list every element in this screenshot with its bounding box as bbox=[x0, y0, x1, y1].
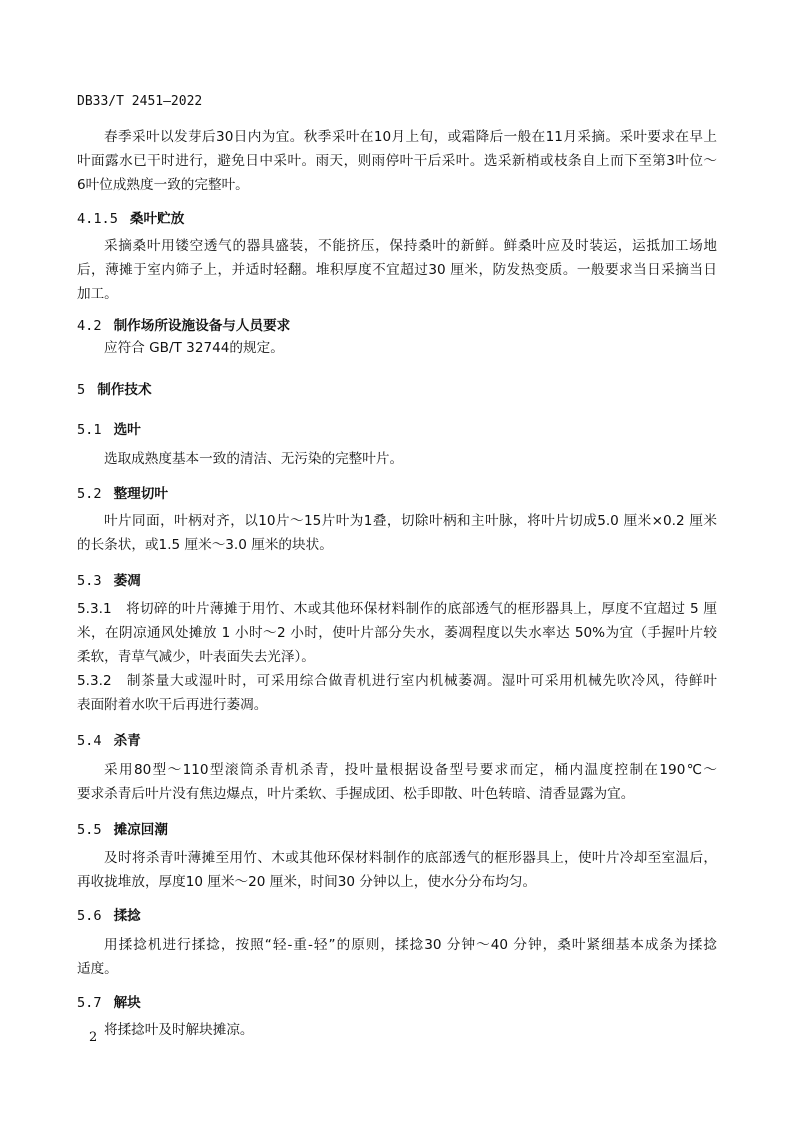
paragraph-rolling bbox=[77, 933, 717, 981]
section-number: 5.4 bbox=[77, 733, 102, 749]
text-line: 后，薄摊于室内筛子上，并适时轻翻。堆积厚度不宜超过30 厘米，防发热变质。一般要求当日采摘当日 bbox=[77, 262, 717, 278]
heading-5-3 bbox=[77, 569, 141, 589]
document-header: DB33/T 2451—2022 bbox=[77, 94, 203, 109]
heading-5-4 bbox=[77, 729, 141, 749]
section-title: 摊凉回潮 bbox=[113, 822, 168, 838]
heading-5-2 bbox=[77, 482, 168, 502]
section-number: 5 bbox=[77, 382, 86, 398]
text-line: 应符合 GB/T 32744的规定。 bbox=[104, 340, 284, 356]
section-title: 萎凋 bbox=[113, 573, 141, 589]
section-number: 4.1.5 bbox=[77, 211, 118, 227]
section-title: 选叶 bbox=[113, 422, 141, 438]
paragraph-wither bbox=[77, 597, 717, 717]
text-line: 要求杀青后叶片没有焦边爆点，叶片柔软、手握成团、松手即散、叶色转暗、清香显露为宜。 bbox=[77, 786, 635, 802]
heading-5-5 bbox=[77, 818, 168, 838]
heading-4-2 bbox=[77, 314, 290, 334]
text-line: 米，在阴凉通风处摊放 1 小时～2 小时，使叶片部分失水，萎凋程度以失水率达 50%为宜（手握叶片较 bbox=[77, 625, 717, 641]
text-line: 叶片同面，叶柄对齐，以10片～15片叶为1叠，切除叶柄和主叶脉，将叶片切成5.0 厘米×0.2 厘米 bbox=[104, 513, 717, 529]
heading-4-1-5 bbox=[77, 207, 184, 227]
heading-5 bbox=[77, 378, 152, 398]
paragraph-harvest bbox=[77, 125, 717, 197]
section-number: 4.2 bbox=[77, 318, 102, 334]
paragraph-cooling bbox=[77, 846, 717, 894]
text-line: 采用80型～110型滚筒杀青机杀青，投叶量根据设备型号要求而定，桶内温度控制在190℃～ bbox=[104, 762, 717, 778]
heading-5-6 bbox=[77, 904, 141, 924]
paragraph-fixing bbox=[77, 758, 717, 806]
section-title: 制作场所设施设备与人员要求 bbox=[113, 318, 291, 334]
text-line: 选取成熟度基本一致的清洁、无污染的完整叶片。 bbox=[104, 451, 404, 467]
section-number: 5.2 bbox=[77, 486, 102, 502]
text-line: 将揉捻叶及时解块摊凉。 bbox=[104, 1022, 254, 1038]
section-title: 整理切叶 bbox=[113, 486, 168, 502]
section-number: 5.6 bbox=[77, 908, 102, 924]
text-line: 采摘桑叶用镂空透气的器具盛装，不能挤压，保持桑叶的新鲜。鲜桑叶应及时装运，运抵加工场地 bbox=[104, 238, 717, 254]
section-number: 5.3 bbox=[77, 573, 102, 589]
text-line: 6叶位成熟度一致的完整叶。 bbox=[77, 177, 249, 193]
text-line: 5.3.1 将切碎的叶片薄摊于用竹、木或其他环保材料制作的底部透气的框形器具上，厚度不宜超过 5 厘 bbox=[77, 601, 717, 617]
text-line: 叶面露水已干时进行，避免日中采叶。雨天，则雨停叶干后采叶。选采新梢或枝条自上而下至第3叶位～ bbox=[77, 153, 717, 169]
text-line: 再收拢堆放，厚度10 厘米～20 厘米，时间30 分钟以上，使水分分布均匀。 bbox=[77, 874, 537, 890]
section-title: 制作技术 bbox=[97, 382, 152, 398]
paragraph-cut bbox=[77, 509, 717, 557]
page-number: 2 bbox=[89, 1030, 98, 1045]
text-line: 5.3.2 制茶量大或湿叶时，可采用综合做青机进行室内机械萎凋。湿叶可采用机械先吹冷风，待鲜叶 bbox=[77, 673, 717, 689]
paragraph-deblock bbox=[77, 1018, 717, 1042]
paragraph-storage bbox=[77, 234, 717, 306]
heading-5-1 bbox=[77, 418, 141, 438]
section-title: 揉捻 bbox=[113, 908, 141, 924]
section-title: 杀青 bbox=[113, 733, 141, 749]
text-line: 适度。 bbox=[77, 961, 118, 977]
paragraph-facilities bbox=[77, 336, 717, 360]
section-number: 5.1 bbox=[77, 422, 102, 438]
text-line: 加工。 bbox=[77, 286, 118, 302]
section-number: 5.7 bbox=[77, 995, 102, 1011]
text-line: 的长条状，或1.5 厘米～3.0 厘米的块状。 bbox=[77, 537, 333, 553]
heading-5-7 bbox=[77, 991, 141, 1011]
text-line: 用揉捻机进行揉捻，按照“轻-重-轻”的原则，揉捻30 分钟～40 分钟，桑叶紧细基本成条为揉捻 bbox=[104, 937, 717, 953]
section-title: 解块 bbox=[113, 995, 141, 1011]
section-title: 桑叶贮放 bbox=[129, 211, 185, 227]
text-line: 及时将杀青叶薄摊至用竹、木或其他环保材料制作的底部透气的框形器具上，使叶片冷却至室温后， bbox=[104, 850, 717, 866]
paragraph-select bbox=[77, 447, 717, 471]
text-line: 柔软，青草气减少，叶表面失去光泽）。 bbox=[77, 649, 315, 665]
text-line: 春季采叶以发芽后30日内为宜。秋季采叶在10月上旬，或霜降后一般在11月采摘。采叶要求在早上 bbox=[104, 129, 717, 145]
text-line: 表面附着水吹干后再进行萎凋。 bbox=[77, 697, 268, 713]
section-number: 5.5 bbox=[77, 822, 102, 838]
